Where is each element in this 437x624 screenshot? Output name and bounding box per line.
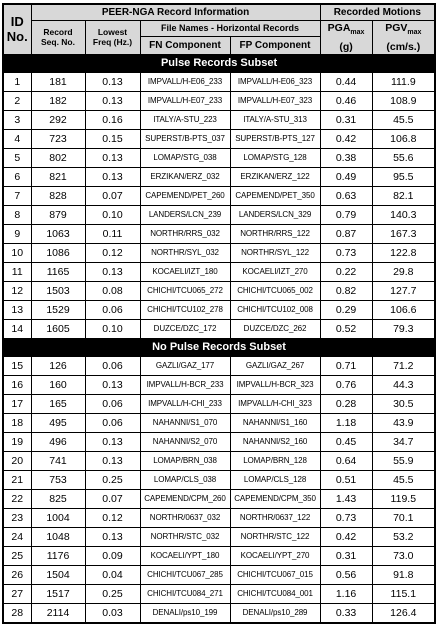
record-seq-cell: 828 [31,186,85,205]
fn-component-cell: DENALI/ps10_199 [140,603,230,623]
pgv-subscript: max [407,28,422,36]
table-row [3,603,435,623]
table-row [3,243,435,262]
records-table-container [2,3,434,624]
record-seq-header-line1: Record [43,27,73,38]
record-seq-cell: 181 [31,72,85,91]
pgv-header [372,20,435,54]
fn-component-cell: ITALY/A-STU_223 [140,110,230,129]
fp-component-cell: IMPVALL/H-CHI_323 [230,394,320,413]
pgv-cell: 30.5 [372,394,435,413]
pga-cell: 0.49 [320,167,372,186]
recorded-motions-group-header: Recorded Motions [320,4,435,20]
fp-component-cell: NAHANNI/S2_160 [230,432,320,451]
fp-component-header: FP Component [230,36,320,54]
fp-component-cell: ITALY/A-STU_313 [230,110,320,129]
id-cell: 12 [3,281,31,300]
pga-cell: 0.76 [320,375,372,394]
lowest-freq-cell: 0.13 [85,167,140,186]
pgv-cell: 167.3 [372,224,435,243]
record-seq-cell: 821 [31,167,85,186]
record-seq-cell: 1004 [31,508,85,527]
pgv-cell: 29.8 [372,262,435,281]
id-cell: 25 [3,546,31,565]
section-title: Pulse Records Subset [3,54,435,72]
pga-cell: 0.45 [320,432,372,451]
table-row [3,72,435,91]
lowest-freq-cell: 0.13 [85,432,140,451]
pgv-cell: 127.7 [372,281,435,300]
id-cell: 13 [3,300,31,319]
pgv-cell: 43.9 [372,413,435,432]
fn-component-cell: CHICHI/TCU067_285 [140,565,230,584]
pgv-cell: 70.1 [372,508,435,527]
pgv-cell: 119.5 [372,489,435,508]
pga-cell: 0.31 [320,110,372,129]
pgv-cell: 73.0 [372,546,435,565]
record-seq-cell: 723 [31,129,85,148]
fn-component-cell: ERZIKAN/ERZ_032 [140,167,230,186]
record-seq-cell: 495 [31,413,85,432]
fp-component-cell: NORTHR/SYL_122 [230,243,320,262]
lowest-freq-cell: 0.12 [85,508,140,527]
section-header-row [3,338,435,356]
table-row [3,319,435,338]
fn-component-cell: CHICHI/TCU084_271 [140,584,230,603]
pgv-label: PGV [385,21,408,34]
fn-component-header: FN Component [140,36,230,54]
table-row [3,356,435,375]
pgv-cell: 122.8 [372,243,435,262]
lowest-freq-cell: 0.04 [85,565,140,584]
lowest-freq-cell: 0.13 [85,451,140,470]
pgv-cell: 126.4 [372,603,435,623]
id-cell: 19 [3,432,31,451]
id-cell: 22 [3,489,31,508]
file-names-header: File Names - Horizontal Records [140,20,320,36]
table-row [3,489,435,508]
id-cell: 15 [3,356,31,375]
lowest-freq-cell: 0.25 [85,470,140,489]
id-cell: 20 [3,451,31,470]
record-seq-cell: 182 [31,91,85,110]
fn-component-cell: CAPEMEND/CPM_260 [140,489,230,508]
table-row [3,394,435,413]
lowest-freq-cell: 0.08 [85,281,140,300]
table-row [3,91,435,110]
table-row [3,205,435,224]
pga-cell: 0.44 [320,72,372,91]
lowest-freq-cell: 0.07 [85,186,140,205]
lowest-freq-cell: 0.10 [85,205,140,224]
fn-component-cell: LOMAP/CLS_038 [140,470,230,489]
id-cell: 28 [3,603,31,623]
pgv-cell: 111.9 [372,72,435,91]
id-cell: 14 [3,319,31,338]
pga-label: PGA [327,21,351,34]
pga-cell: 0.82 [320,281,372,300]
lowest-freq-cell: 0.10 [85,319,140,338]
pgv-cell: 45.5 [372,470,435,489]
record-seq-cell: 1165 [31,262,85,281]
fp-component-cell: CAPEMEND/PET_350 [230,186,320,205]
id-header-line1: ID [10,14,24,30]
pgv-cell: 108.9 [372,91,435,110]
record-seq-cell: 741 [31,451,85,470]
fn-component-cell: LOMAP/BRN_038 [140,451,230,470]
pgv-unit: (cm/s.) [386,40,421,53]
record-seq-cell: 1529 [31,300,85,319]
pgv-cell: 79.3 [372,319,435,338]
pga-cell: 0.73 [320,243,372,262]
pga-cell: 0.63 [320,186,372,205]
table-row [3,413,435,432]
lowest-freq-cell: 0.13 [85,148,140,167]
pga-cell: 0.22 [320,262,372,281]
fp-component-cell: LOMAP/STG_128 [230,148,320,167]
id-cell: 16 [3,375,31,394]
pga-cell: 0.64 [320,451,372,470]
fn-component-cell: NAHANNI/S1_070 [140,413,230,432]
pga-subscript: max [350,28,365,36]
pga-header-label [321,21,372,40]
pga-unit: (g) [339,40,353,53]
lowest-freq-cell: 0.13 [85,91,140,110]
section-header-row [3,54,435,72]
pgv-cell: 140.3 [372,205,435,224]
id-cell: 4 [3,129,31,148]
id-cell: 6 [3,167,31,186]
lowest-freq-cell: 0.06 [85,300,140,319]
pgv-cell: 44.3 [372,375,435,394]
lowest-freq-cell: 0.13 [85,72,140,91]
record-seq-cell: 126 [31,356,85,375]
fn-component-cell: LOMAP/STG_038 [140,148,230,167]
section-title: No Pulse Records Subset [3,338,435,356]
id-cell: 26 [3,565,31,584]
fp-component-cell: DUZCE/DZC_262 [230,319,320,338]
fp-component-cell: NORTHR/0637_122 [230,508,320,527]
record-seq-cell: 879 [31,205,85,224]
pgv-cell: 53.2 [372,527,435,546]
record-seq-cell: 1086 [31,243,85,262]
pgv-cell: 82.1 [372,186,435,205]
record-seq-cell: 160 [31,375,85,394]
id-header-line2: No. [6,29,28,45]
record-seq-header-line2: Seq. No. [40,37,75,48]
pga-cell: 0.79 [320,205,372,224]
fp-component-cell: SUPERST/B-PTS_127 [230,129,320,148]
record-seq-cell: 1176 [31,546,85,565]
pga-cell: 0.42 [320,129,372,148]
record-seq-cell: 1605 [31,319,85,338]
fn-component-cell: GAZLI/GAZ_177 [140,356,230,375]
pgv-cell: 91.8 [372,565,435,584]
lowest-freq-header-line2: Freq (Hz.) [92,37,133,48]
fn-component-cell: IMPVALL/H-CHI_233 [140,394,230,413]
id-cell: 24 [3,527,31,546]
lowest-freq-cell: 0.12 [85,243,140,262]
pga-cell: 0.51 [320,470,372,489]
id-cell: 27 [3,584,31,603]
table-header [3,4,435,54]
record-seq-cell: 2114 [31,603,85,623]
pgv-header-label [373,21,435,40]
id-cell: 23 [3,508,31,527]
table-row [3,451,435,470]
fp-component-cell: LOMAP/BRN_128 [230,451,320,470]
table-body [3,54,435,623]
id-column-header [3,4,31,54]
id-cell: 10 [3,243,31,262]
record-seq-cell: 165 [31,394,85,413]
id-cell: 17 [3,394,31,413]
fp-component-cell: KOCAELI/YPT_270 [230,546,320,565]
pga-cell: 0.29 [320,300,372,319]
id-cell: 5 [3,148,31,167]
fn-component-cell: DUZCE/DZC_172 [140,319,230,338]
lowest-freq-cell: 0.13 [85,375,140,394]
pga-cell: 0.73 [320,508,372,527]
record-seq-cell: 1504 [31,565,85,584]
pgv-cell: 45.5 [372,110,435,129]
record-seq-cell: 292 [31,110,85,129]
lowest-freq-header-line1: Lowest [97,27,128,38]
fp-component-cell: NORTHR/STC_122 [230,527,320,546]
fn-component-cell: CAPEMEND/PET_260 [140,186,230,205]
fp-component-cell: LANDERS/LCN_329 [230,205,320,224]
lowest-freq-cell: 0.06 [85,394,140,413]
fn-component-cell: KOCAELI/IZT_180 [140,262,230,281]
table-row [3,129,435,148]
fn-component-cell: CHICHI/TCU065_272 [140,281,230,300]
fn-component-cell: SUPERST/B-PTS_037 [140,129,230,148]
pga-cell: 0.71 [320,356,372,375]
lowest-freq-cell: 0.03 [85,603,140,623]
pga-cell: 0.87 [320,224,372,243]
pga-cell: 0.33 [320,603,372,623]
record-seq-cell: 1503 [31,281,85,300]
record-seq-cell: 825 [31,489,85,508]
record-seq-cell: 802 [31,148,85,167]
id-cell: 8 [3,205,31,224]
id-cell: 1 [3,72,31,91]
id-cell: 7 [3,186,31,205]
table-row [3,262,435,281]
table-row [3,470,435,489]
lowest-freq-cell: 0.25 [85,584,140,603]
lowest-freq-cell: 0.07 [85,489,140,508]
lowest-freq-cell: 0.16 [85,110,140,129]
pgv-cell: 106.6 [372,300,435,319]
pga-cell: 1.43 [320,489,372,508]
table-row [3,110,435,129]
pga-cell: 0.38 [320,148,372,167]
pga-cell: 0.56 [320,565,372,584]
pga-cell: 0.28 [320,394,372,413]
pga-cell: 1.16 [320,584,372,603]
id-cell: 2 [3,91,31,110]
fn-component-cell: IMPVALL/H-BCR_233 [140,375,230,394]
record-seq-cell: 496 [31,432,85,451]
peer-nga-group-header: PEER-NGA Record Information [31,4,320,20]
pga-cell: 0.52 [320,319,372,338]
record-seq-cell: 1048 [31,527,85,546]
table-row [3,224,435,243]
fp-component-cell: KOCAELI/IZT_270 [230,262,320,281]
lowest-freq-cell: 0.11 [85,224,140,243]
lowest-freq-cell: 0.06 [85,356,140,375]
fn-component-cell: NAHANNI/S2_070 [140,432,230,451]
lowest-freq-cell: 0.09 [85,546,140,565]
fn-component-cell: IMPVALL/H-E06_233 [140,72,230,91]
pga-cell: 0.31 [320,546,372,565]
pgv-cell: 115.1 [372,584,435,603]
fp-component-cell: CHICHI/TCU084_001 [230,584,320,603]
record-seq-cell: 753 [31,470,85,489]
fn-component-cell: NORTHR/STC_032 [140,527,230,546]
id-cell: 21 [3,470,31,489]
table-row [3,167,435,186]
record-seq-header [31,20,85,54]
lowest-freq-cell: 0.13 [85,262,140,281]
id-cell: 11 [3,262,31,281]
fp-component-cell: CAPEMEND/CPM_350 [230,489,320,508]
fp-component-cell: DENALI/ps10_289 [230,603,320,623]
records-table [2,3,436,624]
id-cell: 3 [3,110,31,129]
lowest-freq-header [85,20,140,54]
record-seq-cell: 1063 [31,224,85,243]
table-row [3,148,435,167]
pga-cell: 0.42 [320,527,372,546]
pgv-cell: 95.5 [372,167,435,186]
pgv-cell: 55.6 [372,148,435,167]
pgv-cell: 55.9 [372,451,435,470]
table-row [3,527,435,546]
fp-component-cell: IMPVALL/H-E06_323 [230,72,320,91]
id-cell: 9 [3,224,31,243]
lowest-freq-cell: 0.13 [85,527,140,546]
table-row [3,584,435,603]
fp-component-cell: IMPVALL/H-E07_323 [230,91,320,110]
table-row [3,508,435,527]
pgv-cell: 71.2 [372,356,435,375]
fp-component-cell: CHICHI/TCU102_008 [230,300,320,319]
fn-component-cell: LANDERS/LCN_239 [140,205,230,224]
fp-component-cell: ERZIKAN/ERZ_122 [230,167,320,186]
fp-component-cell: NORTHR/RRS_122 [230,224,320,243]
fn-component-cell: NORTHR/RRS_032 [140,224,230,243]
fp-component-cell: LOMAP/CLS_128 [230,470,320,489]
pgv-cell: 106.8 [372,129,435,148]
fn-component-cell: NORTHR/0637_032 [140,508,230,527]
fp-component-cell: CHICHI/TCU065_002 [230,281,320,300]
fn-component-cell: KOCAELI/YPT_180 [140,546,230,565]
table-row [3,375,435,394]
table-row [3,432,435,451]
fp-component-cell: NAHANNI/S1_160 [230,413,320,432]
fp-component-cell: IMPVALL/H-BCR_323 [230,375,320,394]
table-row [3,186,435,205]
fn-component-cell: NORTHR/SYL_032 [140,243,230,262]
pga-cell: 0.46 [320,91,372,110]
record-seq-cell: 1517 [31,584,85,603]
lowest-freq-cell: 0.06 [85,413,140,432]
fp-component-cell: CHICHI/TCU067_015 [230,565,320,584]
table-row [3,546,435,565]
lowest-freq-cell: 0.15 [85,129,140,148]
table-row [3,565,435,584]
fp-component-cell: GAZLI/GAZ_267 [230,356,320,375]
pgv-cell: 34.7 [372,432,435,451]
pga-header [320,20,372,54]
pga-cell: 1.18 [320,413,372,432]
table-row [3,300,435,319]
fn-component-cell: CHICHI/TCU102_278 [140,300,230,319]
table-row [3,281,435,300]
fn-component-cell: IMPVALL/H-E07_233 [140,91,230,110]
id-cell: 18 [3,413,31,432]
